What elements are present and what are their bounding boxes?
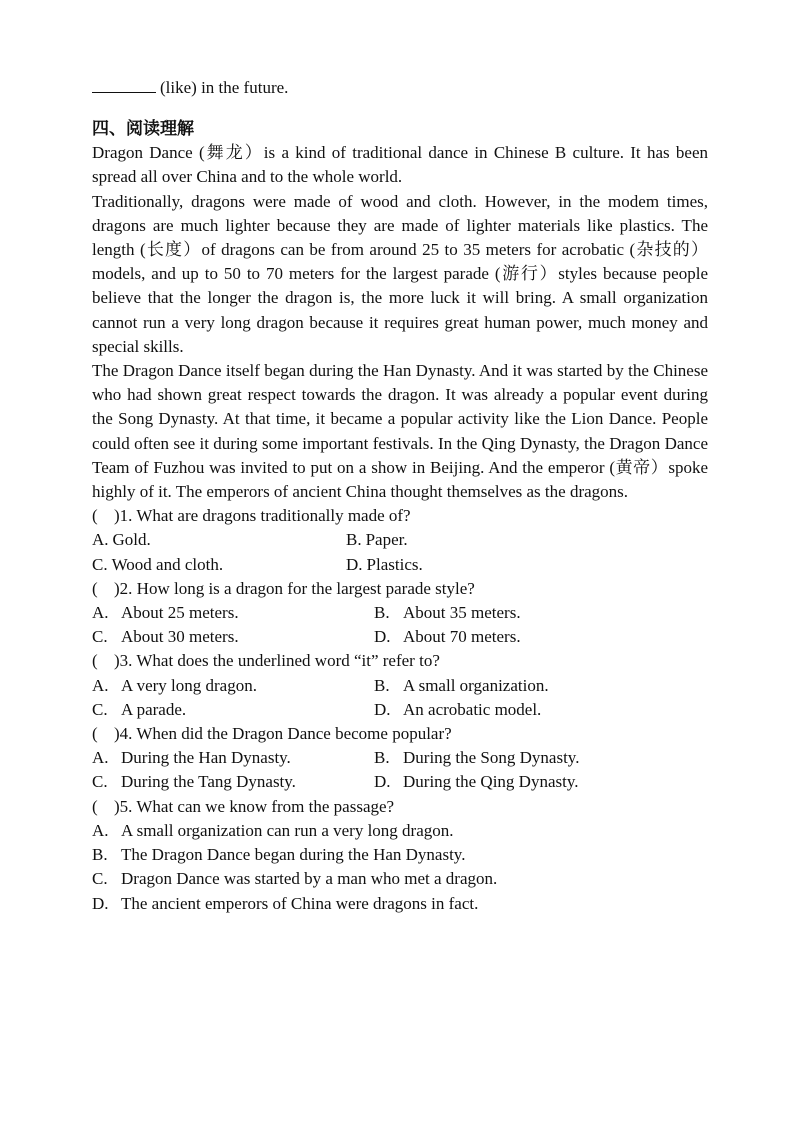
option-a: A. A very long dragon. (92, 675, 257, 695)
answer-paren[interactable]: ( (92, 724, 98, 744)
option-d: D. Plastics. (346, 554, 423, 574)
question-text: )5. What can we know from the passage? (114, 796, 395, 816)
option-row (92, 553, 708, 577)
option-row (92, 698, 708, 722)
option-d: D. An acrobatic model. (374, 699, 542, 719)
passage-paragraph-1: Dragon Dance (舞龙）is a kind of traditional dance in Chinese B culture. It has been spread all over China and to the whole world. (92, 143, 708, 187)
option-a: A. During the Han Dynasty. (92, 748, 291, 768)
question-4 (92, 722, 708, 795)
worksheet-page (92, 76, 708, 916)
question-stem (92, 722, 708, 746)
question-stem (92, 577, 708, 601)
question-3 (92, 649, 708, 722)
option-c: C. Dragon Dance was started by a man who met a dragon. (92, 869, 498, 889)
option-c: C. Wood and cloth. (92, 554, 224, 574)
option-b: B. During the Song Dynasty. (374, 748, 580, 768)
option-b: B. A small organization. (374, 675, 549, 695)
option-b: B. About 35 meters. (374, 603, 521, 623)
section-heading: 四、阅读理解 (92, 119, 194, 140)
option-row (92, 625, 708, 649)
answer-paren[interactable]: ( (92, 651, 98, 671)
question-5 (92, 795, 708, 916)
option-a: A. Gold. (92, 530, 151, 550)
answer-paren[interactable]: ( (92, 796, 98, 816)
option-d: D. The ancient emperors of China were dragons in fact. (92, 893, 479, 913)
blank-suffix-text: (like) in the future. (160, 78, 289, 97)
option-d: D. During the Qing Dynasty. (374, 772, 579, 792)
option-c: C. About 30 meters. (92, 627, 239, 647)
option-c: C. A parade. (92, 699, 187, 719)
option-b: B. The Dragon Dance began during the Han Dynasty. (92, 845, 466, 865)
option-b: B. Paper. (346, 530, 408, 550)
option-a: A. A small organization can run a very long dragon. (92, 820, 454, 840)
answer-paren[interactable]: ( (92, 506, 98, 526)
option-d: D. About 70 meters. (374, 627, 521, 647)
question-text: )2. How long is a dragon for the largest parade style? (114, 578, 475, 598)
question-text: )4. When did the Dragon Dance become popular? (114, 724, 452, 744)
question-stem (92, 504, 708, 528)
option-a: A. About 25 meters. (92, 603, 239, 623)
option-row (92, 746, 708, 770)
question-2 (92, 577, 708, 650)
answer-paren[interactable]: ( (92, 578, 98, 598)
option-row (92, 528, 708, 552)
question-text: )3. What does the underlined word “it” refer to? (114, 651, 440, 671)
passage-paragraph-2: Traditionally, dragons were made of wood and cloth. However, in the modem times, dragons are much lighter because they are made of lighter materials like plastics. The length (长度）of dragons can be from around 25 to 35 meters for acrobatic (杂技的）models, and up to 50 to 70 meters for the largest parade (游行）styles because people believe that the longer the dragon is, the more luck it will bring. A small organization cannot run a very long dragon because it requires great human power, much money and special skills. (92, 191, 708, 356)
passage-paragraph-3: The Dragon Dance itself began during the Han Dynasty. And it was started by the Chinese who had shown great respect towards the dragon. It was already a popular event during the Song Dynasty. At that time, it became a popular activity like the Lion Dance. People could often see it during some important festivals. In the Qing Dynasty, the Dragon Dance Team of Fuzhou was invited to put on a show in Beijing. And the emperor (黄帝）spoke highly of it. The emperors of ancient China thought themselves as the dragons. (92, 361, 708, 502)
answer-blank[interactable] (92, 76, 156, 93)
option-row (92, 770, 708, 794)
question-stem (92, 649, 708, 673)
option-c: C. During the Tang Dynasty. (92, 772, 296, 792)
question-text: )1. What are dragons traditionally made of? (114, 506, 411, 526)
option-row (92, 601, 708, 625)
question-1 (92, 504, 708, 577)
option-row (92, 674, 708, 698)
question-stem (92, 795, 708, 819)
previous-question-tail (92, 76, 708, 100)
